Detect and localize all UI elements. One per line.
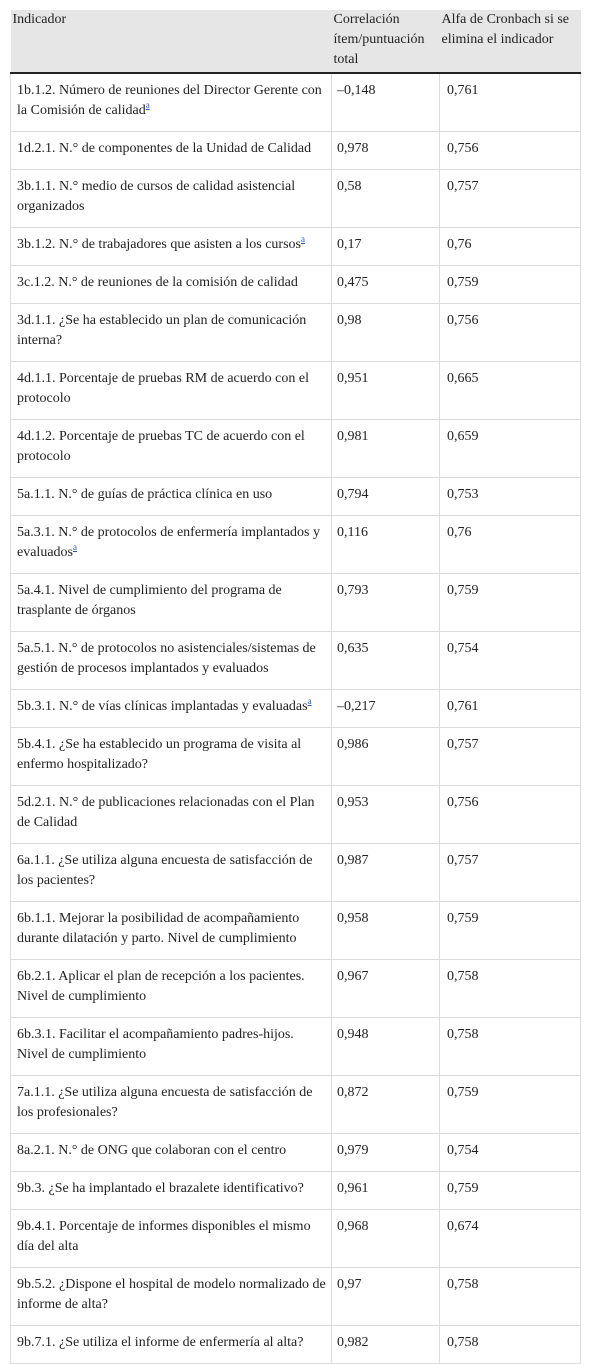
correlation-cell: 0,953 [332,786,440,844]
alpha-cell: 0,758 [440,1018,581,1076]
indicator-cell [11,362,332,420]
indicator-cell [11,478,332,516]
correlation-cell: 0,948 [332,1018,440,1076]
alpha-cell: 0,761 [440,73,581,132]
indicator-text: 5a.1.1. N.° de guías de práctica clínica en uso [17,487,273,502]
alpha-cell: 0,759 [440,574,581,632]
indicator-cell [11,228,332,266]
table-row [11,728,581,786]
indicator-text: 5b.4.1. ¿Se ha establecido un programa de visita al enfermo hospitalizado? [17,737,302,772]
correlation-cell: 0,968 [332,1210,440,1268]
indicator-text: 9b.7.1. ¿Se utiliza el informe de enfermería al alta? [17,1335,304,1350]
alpha-cell: 0,674 [440,1210,581,1268]
indicator-cell [11,902,332,960]
alpha-cell: 0,759 [440,902,581,960]
indicator-cell [11,1326,332,1364]
indicator-cell [11,132,332,170]
correlation-cell: 0,979 [332,1134,440,1172]
table-row [11,170,581,228]
indicator-text: 3c.1.2. N.° de reuniones de la comisión de calidad [17,275,298,290]
table-row [11,228,581,266]
table-row [11,690,581,728]
table-row [11,574,581,632]
alpha-cell: 0,659 [440,420,581,478]
indicator-text: 6b.2.1. Aplicar el plan de recepción a los pacientes. Nivel de cumplimiento [17,969,305,1004]
alpha-cell: 0,665 [440,362,581,420]
indicator-text: 5a.3.1. N.° de protocolos de enfermería implantados y evaluados [17,525,321,560]
indicator-table [10,10,581,1364]
indicator-cell [11,786,332,844]
footnote-link[interactable]: a [72,542,77,552]
indicator-text: 3d.1.1. ¿Se ha establecido un plan de comunicación interna? [17,313,307,348]
alpha-cell: 0,757 [440,170,581,228]
indicator-text: 6a.1.1. ¿Se utiliza alguna encuesta de satisfacción de los pacientes? [17,853,313,888]
indicator-cell [11,304,332,362]
table-row [11,632,581,690]
indicator-cell [11,574,332,632]
table-row [11,902,581,960]
indicator-cell [11,266,332,304]
correlation-cell: 0,958 [332,902,440,960]
footnote-link[interactable]: a [307,696,312,706]
alpha-cell: 0,756 [440,786,581,844]
indicator-text: 5d.2.1. N.° de publicaciones relacionadas con el Plan de Calidad [17,795,315,830]
indicator-text: 9b.4.1. Porcentaje de informes disponibles el mismo día del alta [17,1219,311,1254]
alpha-cell: 0,757 [440,728,581,786]
table-row [11,1268,581,1326]
header-alpha: Alfa de Cronbach si se elimina el indicador [440,10,581,73]
table-row [11,73,581,132]
indicator-cell [11,516,332,574]
header-correlation: Correlación ítem/puntuación total [332,10,440,73]
table-row [11,1172,581,1210]
correlation-cell: 0,17 [332,228,440,266]
alpha-cell: 0,756 [440,304,581,362]
table-row [11,304,581,362]
table-header-row [11,10,581,73]
correlation-cell: 0,793 [332,574,440,632]
correlation-cell: 0,981 [332,420,440,478]
indicator-text: 8a.2.1. N.° de ONG que colaboran con el centro [17,1143,287,1158]
indicator-text: 6b.1.1. Mejorar la posibilidad de acompañamiento durante dilatación y parto. Nivel de cumplimiento [17,911,300,946]
alpha-cell: 0,759 [440,266,581,304]
alpha-cell: 0,758 [440,1268,581,1326]
alpha-cell: 0,754 [440,1134,581,1172]
correlation-cell: 0,986 [332,728,440,786]
correlation-cell: 0,635 [332,632,440,690]
table-row [11,420,581,478]
alpha-cell: 0,756 [440,132,581,170]
correlation-cell: 0,116 [332,516,440,574]
indicator-cell [11,1076,332,1134]
indicator-text: 9b.3. ¿Se ha implantado el brazalete identificativo? [17,1181,304,1196]
indicator-cell [11,1134,332,1172]
table-row [11,132,581,170]
correlation-cell: 0,978 [332,132,440,170]
alpha-cell: 0,759 [440,1076,581,1134]
correlation-cell: –0,148 [332,73,440,132]
indicator-cell [11,632,332,690]
table-row [11,516,581,574]
alpha-cell: 0,759 [440,1172,581,1210]
indicator-text: 3b.1.1. N.° medio de cursos de calidad asistencial organizados [17,179,296,214]
alpha-cell: 0,758 [440,960,581,1018]
correlation-cell: 0,98 [332,304,440,362]
indicator-cell [11,844,332,902]
indicator-text: 9b.5.2. ¿Dispone el hospital de modelo normalizado de informe de alta? [17,1277,326,1312]
table-row [11,1018,581,1076]
table-row [11,960,581,1018]
indicator-text: 5a.4.1. Nivel de cumplimiento del programa de trasplante de órganos [17,583,282,618]
correlation-cell: 0,97 [332,1268,440,1326]
alpha-cell: 0,76 [440,516,581,574]
footnote-link[interactable]: a [300,234,305,244]
table-row [11,266,581,304]
indicator-text: 5b.3.1. N.° de vías clínicas implantadas y evaluadas [17,699,308,714]
indicator-cell [11,728,332,786]
correlation-cell: 0,967 [332,960,440,1018]
indicator-text: 4d.1.2. Porcentaje de pruebas TC de acuerdo con el protocolo [17,429,305,464]
alpha-cell: 0,761 [440,690,581,728]
indicator-text: 1b.1.2. Número de reuniones del Director Gerente con la Comisión de calidad [17,83,322,118]
indicator-text: 1d.2.1. N.° de componentes de la Unidad de Calidad [17,141,312,156]
table-row [11,1326,581,1364]
correlation-cell: –0,217 [332,690,440,728]
table-row [11,478,581,516]
header-indicator: Indicador [11,10,332,73]
table-row [11,786,581,844]
indicator-text: 3b.1.2. N.° de trabajadores que asisten a los cursos [17,237,301,252]
alpha-cell: 0,753 [440,478,581,516]
indicator-cell [11,420,332,478]
indicator-cell [11,73,332,132]
correlation-cell: 0,961 [332,1172,440,1210]
alpha-cell: 0,758 [440,1326,581,1364]
indicator-cell [11,170,332,228]
alpha-cell: 0,76 [440,228,581,266]
correlation-cell: 0,475 [332,266,440,304]
table-row [11,1076,581,1134]
indicator-text: 6b.3.1. Facilitar el acompañamiento padres-hijos. Nivel de cumplimiento [17,1027,294,1062]
table-row [11,362,581,420]
indicator-text: 4d.1.1. Porcentaje de pruebas RM de acuerdo con el protocolo [17,371,309,406]
indicator-text: 7a.1.1. ¿Se utiliza alguna encuesta de satisfacción de los profesionales? [17,1085,313,1120]
correlation-cell: 0,794 [332,478,440,516]
correlation-cell: 0,987 [332,844,440,902]
correlation-cell: 0,982 [332,1326,440,1364]
correlation-cell: 0,951 [332,362,440,420]
indicator-cell [11,690,332,728]
table-row [11,1134,581,1172]
indicator-text: 5a.5.1. N.° de protocolos no asistenciales/sistemas de gestión de procesos implantados y evaluados [17,641,316,676]
indicator-cell [11,1172,332,1210]
footnote-link[interactable]: a [145,100,150,110]
indicator-cell [11,1018,332,1076]
alpha-cell: 0,754 [440,632,581,690]
indicator-cell [11,1268,332,1326]
correlation-cell: 0,58 [332,170,440,228]
alpha-cell: 0,757 [440,844,581,902]
table-row [11,1210,581,1268]
correlation-cell: 0,872 [332,1076,440,1134]
indicator-cell [11,960,332,1018]
indicator-cell [11,1210,332,1268]
table-row [11,844,581,902]
